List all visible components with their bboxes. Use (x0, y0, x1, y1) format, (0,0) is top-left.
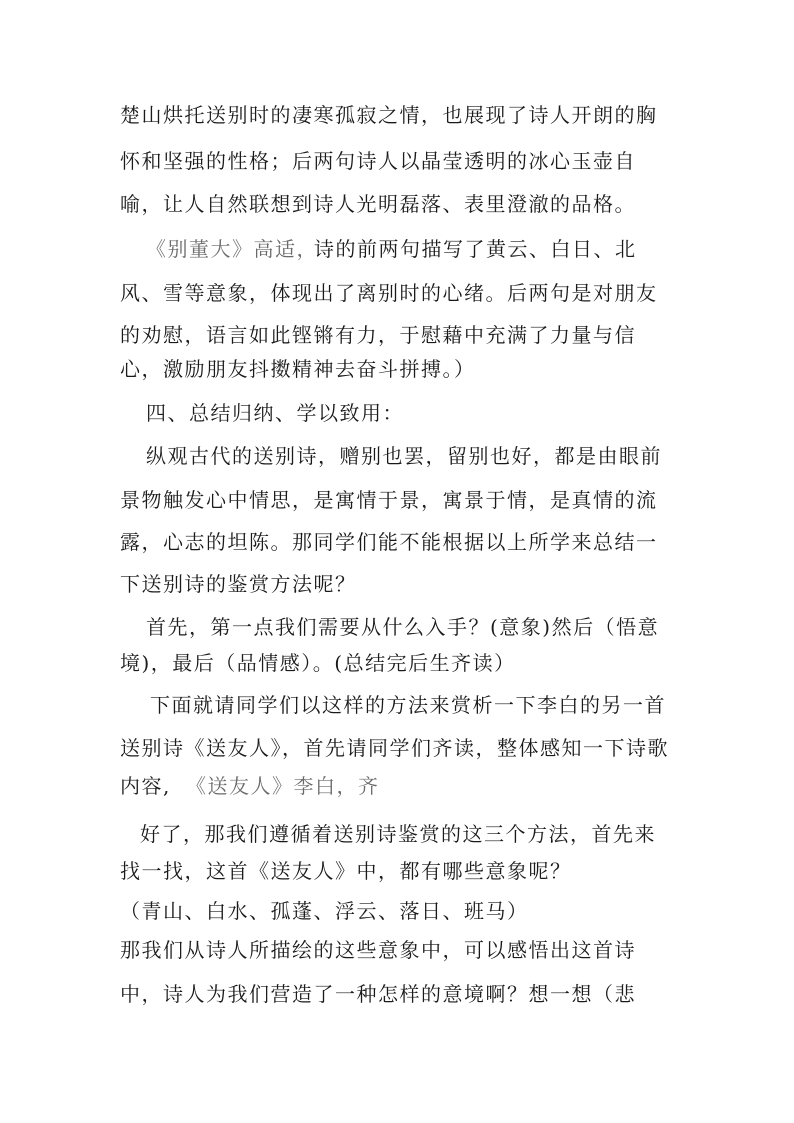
poem-title-song-you-ren: 《送友人》李白，齐 (186, 774, 380, 798)
section-heading: 四、总结归纳、学以致用： (146, 401, 404, 425)
body-line-5: 风、雪等意象，体现出了离别时的心绪。后两句是对朋友 (120, 281, 658, 305)
body-line-17: 好了，那我们遵循着送别诗鉴赏的这三个方法，首先来 (140, 822, 656, 846)
body-line-11: 下送别诗的鉴赏方法呢？ (120, 572, 357, 596)
body-line-3: 喻，让人自然联想到诗人光明磊落、表里澄澈的品格。 (120, 192, 636, 216)
body-line-1: 楚山烘托送别时的凄寒孤寂之情，也展现了诗人开朗的胸 (120, 103, 658, 127)
body-line-14: 下面就请同学们以这样的方法来赏析一下李白的另一首 (150, 693, 666, 717)
body-line-13: 境)，最后（品情感）。(总结完后生齐读） (120, 651, 516, 675)
body-line-16: 内容, (120, 774, 171, 798)
body-line-21: 中，诗人为我们营造了一种怎样的意境啊？想一想（悲 (120, 982, 636, 1006)
body-line-6: 的劝慰，语言如此铿锵有力，于慰藉中充满了力量与信 (120, 323, 636, 347)
body-line-20: 那我们从诗人所描绘的这些意象中，可以感悟出这首诗 (120, 938, 636, 962)
body-line-18: 找一找，这首《送友人》中，都有哪些意象呢？ (120, 859, 572, 883)
body-line-9: 景物触发心中情思，是寓情于景，寓景于情，是真情的流 (120, 488, 658, 512)
poem-title-bie-dong-da: 《别董大》高适， (146, 237, 318, 261)
body-line-10: 露，心志的坦陈。那同学们能不能根据以上所学来总结一 (120, 530, 658, 554)
body-line-7: 心，激励朋友抖擞精神去奋斗拼搏。） (120, 357, 476, 381)
body-line-2: 怀和坚强的性格；后两句诗人以晶莹透明的冰心玉壶自 (120, 149, 636, 173)
body-line-12: 首先，第一点我们需要从什么入手？(意象)然后（悟意 (146, 615, 660, 639)
body-line-4: 诗的前两句描写了黄云、白日、北 (314, 237, 637, 261)
body-line-15: 送别诗《送友人》，首先请同学们齐读，整体感知一下诗歌 (120, 736, 669, 760)
body-line-19: （青山、白水、孤蓬、浮云、落日、班马） (120, 899, 529, 923)
body-line-8: 纵观古代的送别诗，赠别也罢，留别也好，都是由眼前 (146, 444, 662, 468)
